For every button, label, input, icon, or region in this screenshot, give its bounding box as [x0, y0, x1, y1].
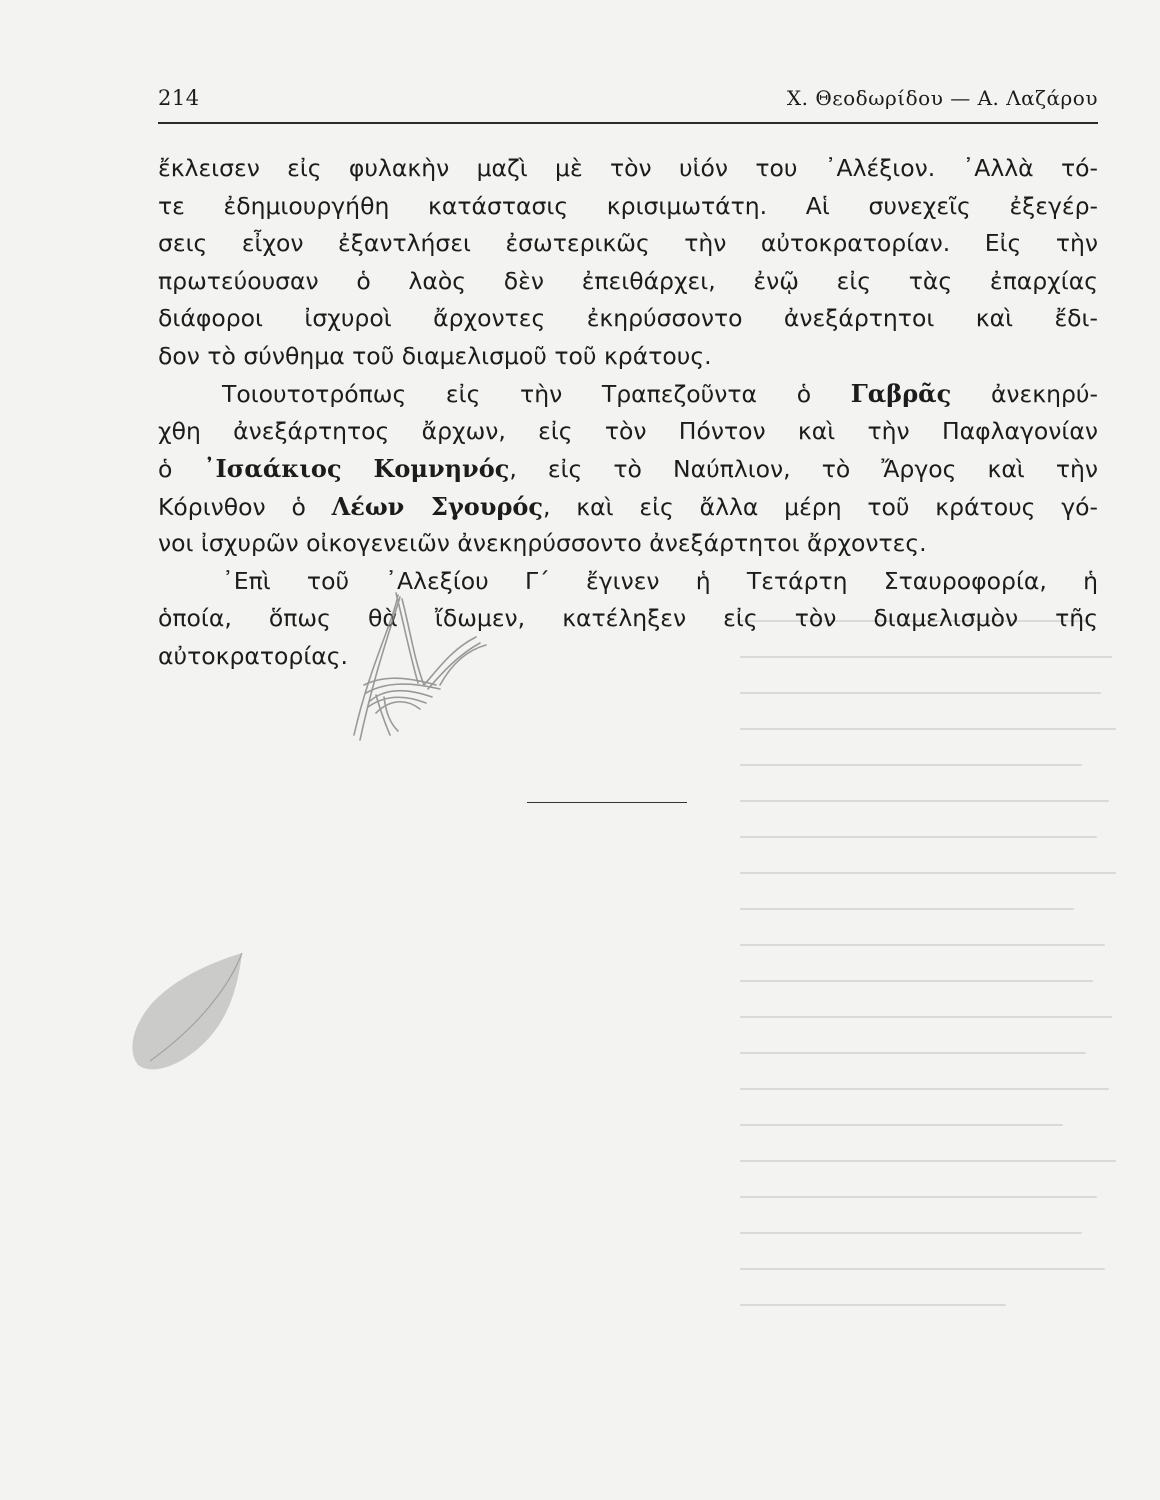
page-header [158, 86, 1098, 120]
text-line: νοι ἰσχυρῶν οἰκογενειῶν ἀνεκηρύσσοντο ἀνεξάρτητοι ἄρχοντες. [158, 529, 927, 557]
text-line: τε ἐδημιουργήθη κατάστασις κρισιμωτάτη. Αἱ συνεχεῖς ἐξεγέρ- [158, 191, 1098, 220]
text-line: σεις εἶχον ἐξαντλήσει ἐσωτερικῶς τὴν αὐτοκρατορίαν. Εἰς τὴν [158, 229, 1098, 257]
text-line [158, 488, 1098, 526]
text-line: χθη ἀνεξάρτητος ἄρχων, εἰς τὸν Πόντον καὶ τὴν Παφλαγονίαν [158, 416, 1098, 445]
text-line: ἔκλεισεν εἰς φυλακὴν μαζὶ μὲ τὸν υἱόν του ᾿Αλέξιον. ᾿Αλλὰ τό- [158, 154, 1098, 182]
text-fragment: Κόρινθον ὁ [158, 492, 332, 521]
page-number: 214 [158, 86, 200, 110]
text-line: ᾿Επὶ τοῦ ᾿Αλεξίου Γ´ ἔγινεν ἡ Τετάρτη Σταυροφορία, ἡ [222, 566, 1098, 595]
text-fragment: , εἰς τὸ Ναύπλιον, τὸ Ἄργος καὶ τὴν [509, 455, 1099, 483]
text-line: αὐτοκρατορίας. [158, 641, 349, 670]
bleed-through-texture [740, 620, 1120, 1380]
running-head: Χ. Θεοδωρίδου — Α. Λαζάρου [786, 86, 1098, 110]
pencil-leaf-icon [120, 945, 260, 1075]
person-name: Γαβρᾶς [850, 379, 952, 408]
text-fragment: , καὶ εἰς ἄλλα μέρη τοῦ κράτους γό- [543, 492, 1099, 521]
text-line: ὁποία, ὅπως θὰ ἴδωμεν, κατέληξεν εἰς τὸν διαμελισμὸν τῆς [158, 604, 1098, 632]
text-fragment: Τοιουτοτρόπως εἰς τὴν Τραπεζοῦντα ὁ [222, 380, 851, 408]
text-line [158, 450, 1098, 488]
text-line: πρωτεύουσαν ὁ λαὸς δὲν ἐπειθάρχει, ἐνῷ εἰς τὰς ἐπαρχίας [158, 266, 1098, 295]
end-separator [527, 802, 687, 803]
text-fragment: ἀνεκηρύ- [951, 380, 1098, 408]
text-line [158, 375, 1098, 413]
body-text [158, 150, 1098, 675]
text-line: διάφοροι ἰσχυροὶ ἄρχοντες ἐκηρύσσοντο ἀνεξάρτητοι καὶ ἔδι- [158, 304, 1098, 332]
text-fragment: ὁ [158, 455, 204, 483]
pencil-doodle-icon [340, 585, 500, 755]
person-name: Λέων Σγουρός [331, 491, 544, 521]
header-rule [158, 122, 1098, 124]
person-name: ᾿Ισαάκιος Κομνηνός [203, 454, 510, 483]
text-line: δον τὸ σύνθημα τοῦ διαμελισμοῦ τοῦ κράτους. [158, 341, 712, 370]
